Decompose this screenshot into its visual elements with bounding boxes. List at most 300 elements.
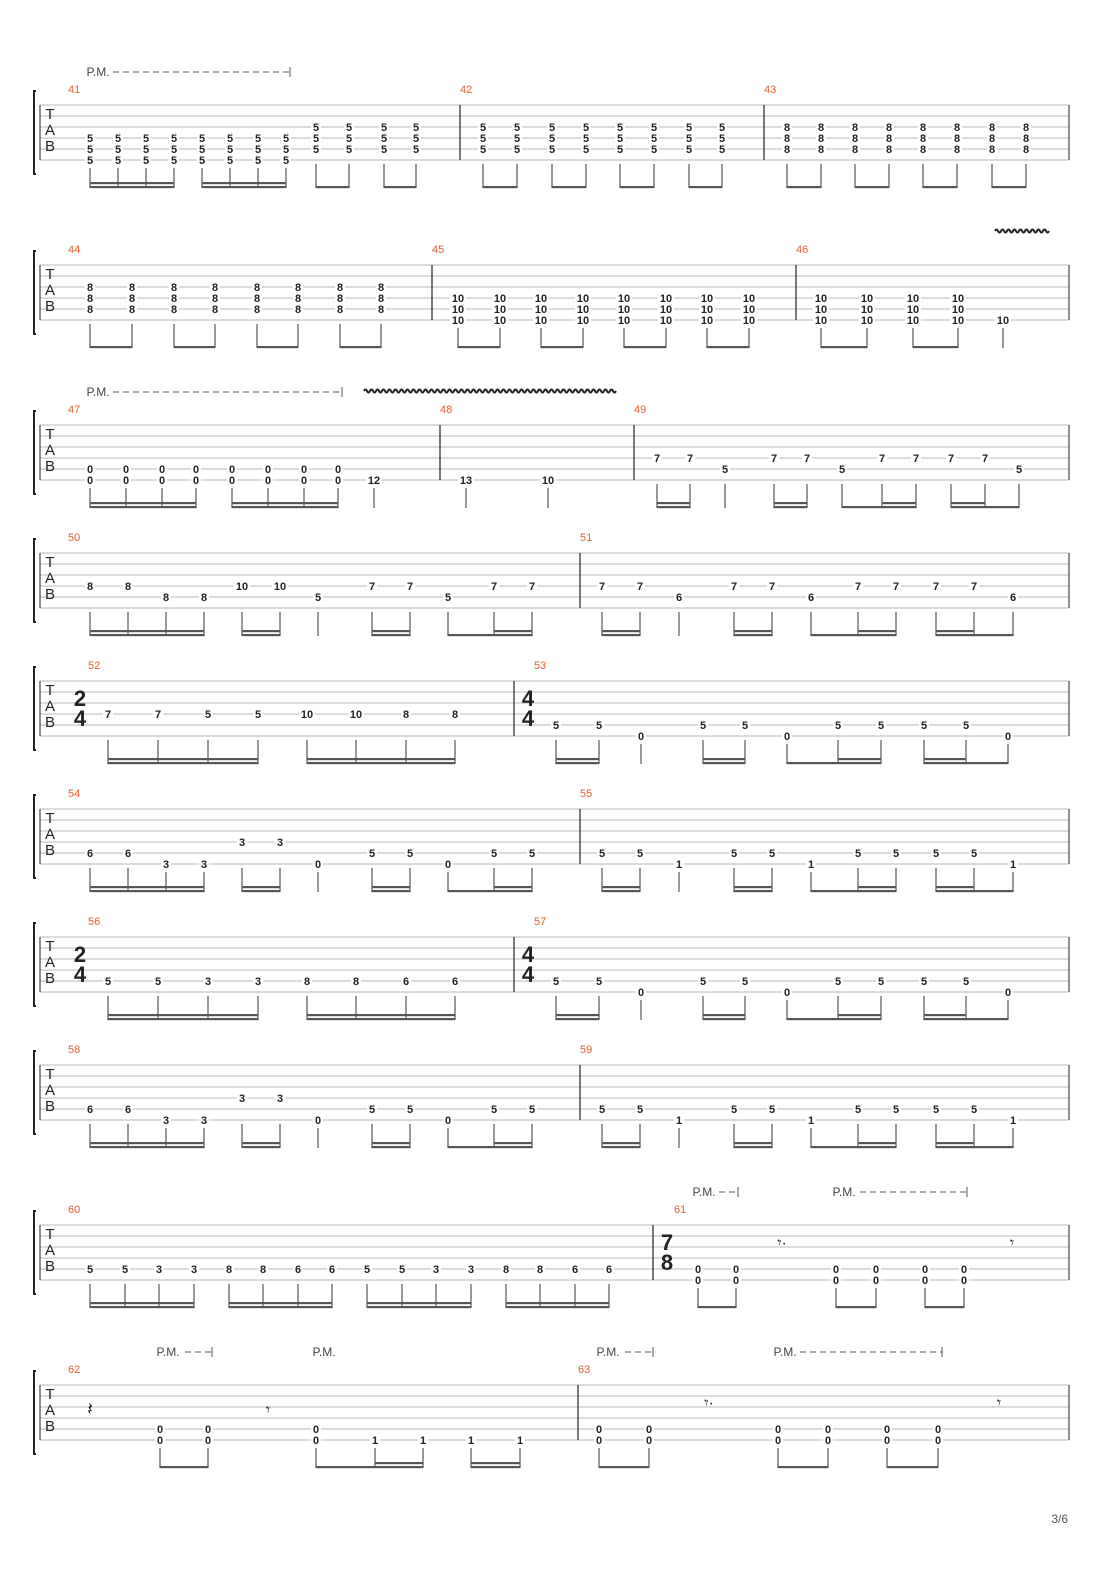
note-beam: [985, 506, 1019, 508]
fret-number: 6: [328, 1264, 336, 1276]
fret-number: 8: [377, 293, 385, 305]
fret-number: 10: [617, 315, 631, 327]
eighth-rest: 𝄾·: [704, 1395, 714, 1412]
fret-number: 7: [878, 453, 886, 465]
fret-number: 10: [349, 709, 363, 721]
fret-number: 6: [807, 592, 815, 604]
fret-number: 5: [170, 133, 178, 145]
fret-number: 0: [595, 1435, 603, 1447]
fret-number: 0: [960, 1264, 968, 1276]
fret-number: 10: [814, 293, 828, 305]
fret-number: 6: [571, 1264, 579, 1276]
note-beam: [108, 1014, 258, 1016]
note-beam: [602, 886, 640, 888]
fret-number: 7: [653, 453, 661, 465]
fret-number: 0: [314, 1115, 322, 1127]
note-beam: [375, 1466, 423, 1468]
fret-number: 8: [851, 122, 859, 134]
tab-clef-letter: A: [44, 1242, 56, 1259]
fret-number: 5: [892, 848, 900, 860]
note-beam: [734, 1142, 772, 1144]
note-beam: [316, 186, 349, 188]
fret-number: 5: [406, 848, 414, 860]
note-beam: [924, 762, 966, 764]
time-signature-bottom: 4: [73, 962, 87, 987]
measure-number: 42: [460, 84, 473, 96]
note-beam: [556, 762, 599, 764]
time-signature-top: 7: [660, 1230, 674, 1255]
measure-number: 61: [674, 1204, 687, 1216]
fret-number: 0: [158, 464, 166, 476]
fret-number: 6: [675, 592, 683, 604]
note-beam: [774, 506, 807, 508]
fret-number: 8: [200, 592, 208, 604]
note-beam: [966, 1018, 1008, 1020]
tab-clef-letter: B: [44, 298, 56, 315]
note-beam: [936, 1146, 974, 1148]
fret-number: 0: [192, 475, 200, 487]
measure-number: 56: [88, 916, 101, 928]
note-beam: [924, 1014, 966, 1016]
fret-number: 0: [1004, 987, 1012, 999]
note-beam: [90, 890, 204, 892]
fret-number: 10: [742, 304, 756, 316]
note-beam: [887, 1466, 938, 1468]
fret-number: 0: [228, 464, 236, 476]
fret-number: 6: [1009, 592, 1017, 604]
fret-number: 10: [860, 315, 874, 327]
fret-number: 10: [951, 293, 965, 305]
note-beam: [842, 506, 882, 508]
fret-number: 8: [86, 293, 94, 305]
fret-number: 0: [832, 1275, 840, 1287]
tab-clef-letter: T: [45, 426, 55, 443]
fret-number: 8: [451, 709, 459, 721]
fret-number: 8: [953, 144, 961, 156]
fret-number: 5: [768, 1104, 776, 1116]
note-beam: [108, 1018, 258, 1020]
fret-number: 8: [128, 293, 136, 305]
measure-number: 63: [578, 1364, 591, 1376]
note-beam: [556, 1014, 599, 1016]
note-beam: [787, 186, 821, 188]
note-beam: [448, 634, 494, 636]
fret-number: 0: [334, 464, 342, 476]
fret-number: 0: [156, 1435, 164, 1447]
fret-number: 0: [300, 475, 308, 487]
system-bracket: [34, 667, 36, 750]
palm-mute-label: P.M.: [86, 385, 110, 399]
fret-number: 5: [226, 144, 234, 156]
note-beam: [974, 890, 1013, 892]
fret-number: 10: [451, 304, 465, 316]
palm-mute-label: P.M.: [156, 1345, 180, 1359]
fret-number: 5: [312, 133, 320, 145]
fret-number: 3: [204, 976, 212, 988]
fret-number: 8: [1022, 122, 1030, 134]
fret-number: 10: [541, 475, 555, 487]
measure-number: 48: [440, 404, 453, 416]
fret-number: 5: [616, 122, 624, 134]
tab-system: [34, 532, 1069, 636]
fret-number: 1: [807, 859, 815, 871]
fret-number: 8: [783, 144, 791, 156]
system-bracket: [34, 1371, 36, 1454]
note-beam: [787, 1018, 838, 1020]
fret-number: 10: [534, 304, 548, 316]
fret-number: 8: [352, 976, 360, 988]
fret-number: 0: [934, 1424, 942, 1436]
fret-number: 8: [377, 282, 385, 294]
fret-number: 10: [742, 315, 756, 327]
fret-number: 5: [552, 720, 560, 732]
fret-number: 8: [170, 293, 178, 305]
eighth-rest: 𝄾: [265, 1402, 271, 1419]
fret-number: 5: [114, 144, 122, 156]
fret-number: 7: [892, 581, 900, 593]
note-beam: [90, 1302, 194, 1304]
measure-number: 51: [580, 532, 593, 544]
tab-clef-letter: A: [44, 570, 56, 587]
fret-number: 10: [700, 315, 714, 327]
fret-number: 5: [406, 1104, 414, 1116]
fret-number: 6: [86, 1104, 94, 1116]
note-beam: [160, 1466, 208, 1468]
fret-number: 5: [86, 155, 94, 167]
page-number: 3/6: [1051, 1512, 1068, 1526]
tab-system: [34, 660, 1069, 764]
fret-number: 8: [817, 133, 825, 145]
note-beam: [858, 1142, 896, 1144]
fret-number: 0: [204, 1435, 212, 1447]
fret-number: 5: [650, 122, 658, 134]
note-beam: [734, 634, 772, 636]
fret-number: 5: [528, 848, 536, 860]
measure-number: 52: [88, 660, 101, 672]
fret-number: 8: [86, 304, 94, 316]
fret-number: 0: [1004, 731, 1012, 743]
fret-number: 5: [345, 144, 353, 156]
fret-number: 10: [814, 304, 828, 316]
fret-number: 3: [162, 1115, 170, 1127]
fret-number: 0: [645, 1435, 653, 1447]
fret-number: 6: [294, 1264, 302, 1276]
note-beam: [838, 758, 881, 760]
fret-number: 5: [490, 848, 498, 860]
note-beam: [556, 758, 599, 760]
note-beam: [471, 1462, 520, 1464]
fret-number: 5: [170, 144, 178, 156]
note-beam: [372, 890, 410, 892]
note-beam: [242, 634, 280, 636]
tab-clef-letter: A: [44, 1402, 56, 1419]
fret-number: 8: [953, 133, 961, 145]
fret-number: 8: [919, 144, 927, 156]
tab-clef-letter: A: [44, 826, 56, 843]
fret-number: 7: [912, 453, 920, 465]
fret-number: 5: [226, 155, 234, 167]
note-beam: [483, 186, 517, 188]
tab-clef-letter: A: [44, 442, 56, 459]
measure-number: 62: [68, 1364, 81, 1376]
measure-number: 53: [534, 660, 547, 672]
fret-number: 0: [645, 1424, 653, 1436]
fret-number: 8: [1022, 144, 1030, 156]
fret-number: 10: [996, 315, 1010, 327]
fret-number: 7: [636, 581, 644, 593]
fret-number: 8: [817, 144, 825, 156]
note-beam: [174, 346, 215, 348]
fret-number: 0: [774, 1435, 782, 1447]
fret-number: 1: [675, 1115, 683, 1127]
fret-number: 10: [659, 315, 673, 327]
note-beam: [698, 1306, 736, 1308]
fret-number: 10: [906, 293, 920, 305]
note-beam: [90, 506, 196, 508]
fret-number: 5: [699, 720, 707, 732]
fret-number: 10: [300, 709, 314, 721]
time-signature-bottom: 4: [521, 706, 535, 731]
fret-number: 8: [170, 282, 178, 294]
fret-number: 10: [906, 304, 920, 316]
fret-number: 5: [114, 133, 122, 145]
fret-number: 8: [253, 304, 261, 316]
note-beam: [384, 186, 416, 188]
fret-number: 8: [86, 282, 94, 294]
note-beam: [471, 1466, 520, 1468]
fret-number: 5: [254, 144, 262, 156]
fret-number: 7: [730, 581, 738, 593]
fret-number: 3: [254, 976, 262, 988]
fret-number: 8: [988, 122, 996, 134]
fret-number: 5: [412, 144, 420, 156]
fret-number: 8: [783, 122, 791, 134]
fret-number: 8: [211, 282, 219, 294]
fret-number: 7: [598, 581, 606, 593]
note-beam: [242, 890, 280, 892]
fret-number: 5: [582, 144, 590, 156]
fret-number: 5: [685, 144, 693, 156]
fret-number: 7: [768, 581, 776, 593]
tab-system: [34, 1187, 1069, 1308]
fret-number: 10: [617, 304, 631, 316]
fret-number: 10: [659, 293, 673, 305]
fret-number: 5: [932, 1104, 940, 1116]
fret-number: 5: [718, 122, 726, 134]
fret-number: 0: [694, 1275, 702, 1287]
fret-number: 5: [834, 976, 842, 988]
note-beam: [858, 634, 896, 636]
fret-number: 3: [238, 837, 246, 849]
fret-number: 7: [406, 581, 414, 593]
fret-number: 5: [380, 144, 388, 156]
fret-number: 5: [380, 133, 388, 145]
fret-number: 5: [718, 133, 726, 145]
fret-number: 5: [380, 122, 388, 134]
tab-clef-letter: A: [44, 954, 56, 971]
note-beam: [620, 186, 654, 188]
note-beam: [734, 890, 772, 892]
note-beam: [602, 890, 640, 892]
fret-number: 0: [122, 475, 130, 487]
fret-number: 6: [451, 976, 459, 988]
fret-number: 5: [254, 133, 262, 145]
fret-number: 10: [576, 304, 590, 316]
fret-number: 5: [104, 976, 112, 988]
fret-number: 3: [155, 1264, 163, 1276]
fret-number: 1: [675, 859, 683, 871]
note-beam: [703, 1018, 745, 1020]
note-beam: [992, 186, 1026, 188]
note-beam: [707, 346, 749, 348]
fret-number: 0: [883, 1424, 891, 1436]
note-beam: [936, 634, 974, 636]
fret-number: 8: [294, 282, 302, 294]
note-beam: [923, 186, 957, 188]
fret-number: 10: [493, 304, 507, 316]
fret-number: 10: [860, 304, 874, 316]
eighth-rest: 𝄾: [996, 1395, 1002, 1412]
note-beam: [734, 886, 772, 888]
tab-clef-letter: B: [44, 586, 56, 603]
note-beam: [90, 186, 174, 188]
fret-number: 5: [962, 976, 970, 988]
fret-number: 3: [467, 1264, 475, 1276]
tab-clef-letter: T: [45, 682, 55, 699]
fret-number: 0: [192, 464, 200, 476]
note-beam: [556, 1018, 599, 1020]
fret-number: 1: [516, 1435, 524, 1447]
note-beam: [90, 346, 132, 348]
fret-number: 8: [851, 133, 859, 145]
fret-number: 5: [368, 848, 376, 860]
fret-number: 1: [1009, 1115, 1017, 1127]
fret-number: 5: [636, 848, 644, 860]
fret-number: 8: [336, 293, 344, 305]
note-beam: [372, 1142, 410, 1144]
note-beam: [599, 1466, 649, 1468]
note-beam: [202, 182, 286, 184]
system-bracket: [34, 1051, 36, 1134]
note-beam: [936, 886, 974, 888]
fret-number: 8: [124, 581, 132, 593]
note-beam: [951, 506, 985, 508]
fret-number: 8: [1022, 133, 1030, 145]
note-beam: [494, 890, 532, 892]
fret-number: 5: [86, 1264, 94, 1276]
fret-number: 8: [303, 976, 311, 988]
fret-number: 5: [398, 1264, 406, 1276]
note-beam: [936, 630, 974, 632]
fret-number: 7: [104, 709, 112, 721]
tab-clef-letter: T: [45, 1386, 55, 1403]
fret-number: 0: [637, 987, 645, 999]
fret-number: 1: [1009, 859, 1017, 871]
fret-number: 5: [479, 133, 487, 145]
fret-number: 8: [402, 709, 410, 721]
fret-number: 7: [528, 581, 536, 593]
fret-number: 5: [142, 133, 150, 145]
fret-number: 5: [699, 976, 707, 988]
fret-number: 8: [817, 122, 825, 134]
fret-number: 5: [970, 1104, 978, 1116]
measure-number: 47: [68, 404, 81, 416]
note-beam: [624, 346, 666, 348]
note-beam: [458, 346, 500, 348]
fret-number: 5: [345, 133, 353, 145]
measure-number: 41: [68, 84, 81, 96]
time-signature-bottom: 8: [660, 1250, 674, 1275]
note-beam: [936, 1142, 974, 1144]
fret-number: 10: [493, 315, 507, 327]
time-signature-bottom: 4: [521, 962, 535, 987]
tab-clef-letter: T: [45, 1066, 55, 1083]
note-beam: [787, 762, 838, 764]
note-beam: [858, 1146, 896, 1148]
note-beam: [307, 758, 455, 760]
tab-clef-letter: B: [44, 1098, 56, 1115]
tab-clef-letter: T: [45, 106, 55, 123]
fret-number: 1: [807, 1115, 815, 1127]
note-beam: [242, 630, 280, 632]
fret-number: 8: [225, 1264, 233, 1276]
fret-number: 10: [700, 304, 714, 316]
tab-system: [34, 788, 1069, 892]
note-beam: [882, 506, 916, 508]
note-beam: [494, 634, 532, 636]
tab-clef-letter: T: [45, 810, 55, 827]
fret-number: 8: [988, 133, 996, 145]
fret-number: 0: [872, 1264, 880, 1276]
fret-number: 5: [598, 848, 606, 860]
note-beam: [229, 1306, 332, 1308]
fret-number: 5: [121, 1264, 129, 1276]
fret-number: 5: [282, 133, 290, 145]
tab-clef-letter: T: [45, 938, 55, 955]
fret-number: 0: [158, 475, 166, 487]
fret-number: 10: [659, 304, 673, 316]
note-beam: [90, 1306, 194, 1308]
palm-mute-label: P.M.: [832, 1185, 856, 1199]
note-beam: [703, 758, 745, 760]
tab-clef-letter: T: [45, 554, 55, 571]
note-beam: [734, 630, 772, 632]
tab-clef-letter: B: [44, 714, 56, 731]
note-beam: [229, 1302, 332, 1304]
note-beam: [974, 1146, 1013, 1148]
fret-number: 0: [783, 731, 791, 743]
note-beam: [858, 630, 896, 632]
fret-number: 5: [834, 720, 842, 732]
fret-number: 5: [198, 144, 206, 156]
fret-number: 0: [824, 1424, 832, 1436]
fret-number: 3: [276, 837, 284, 849]
note-beam: [966, 762, 1008, 764]
tab-clef-letter: B: [44, 1418, 56, 1435]
fret-number: 8: [336, 282, 344, 294]
note-beam: [90, 1142, 204, 1144]
palm-mute-label: P.M.: [773, 1345, 797, 1359]
fret-number: 0: [824, 1435, 832, 1447]
fret-number: 8: [211, 293, 219, 305]
fret-number: 0: [228, 475, 236, 487]
palm-mute-label: P.M.: [596, 1345, 620, 1359]
note-beam: [974, 634, 1013, 636]
note-beam: [90, 1146, 204, 1148]
fret-number: 0: [264, 475, 272, 487]
fret-number: 8: [162, 592, 170, 604]
tab-system: [34, 230, 1069, 349]
